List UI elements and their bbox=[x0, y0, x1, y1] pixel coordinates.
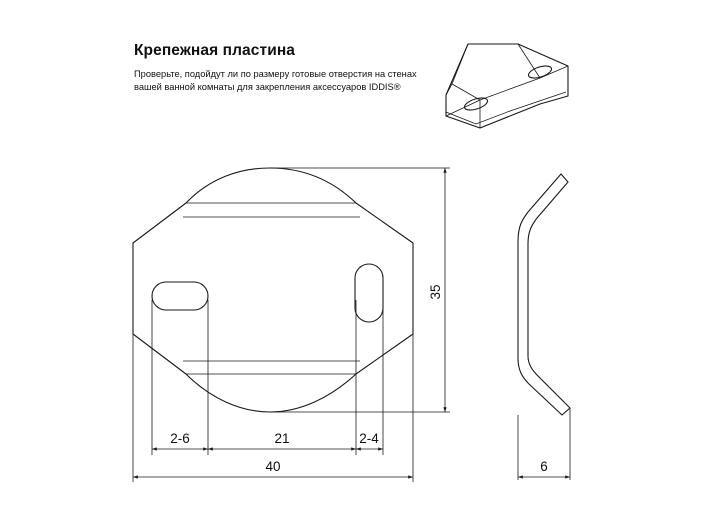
dim-label-height: 35 bbox=[428, 284, 443, 300]
dim-label-thickness: 6 bbox=[540, 459, 548, 474]
dim-label-hole-left: 2-6 bbox=[170, 431, 190, 446]
side-profile-view bbox=[518, 174, 570, 480]
page-title: Крепежная пластина bbox=[134, 42, 296, 59]
page-description: Проверьте, подойдут ли по размеру готовые отверстия на стенах вашей ванной комнаты для закрепления аксессуаров IDDIS® bbox=[134, 69, 417, 92]
slot-vertical bbox=[355, 264, 383, 322]
slot-horizontal bbox=[152, 282, 208, 310]
dim-label-overall-width: 40 bbox=[265, 459, 281, 474]
dimension-lines bbox=[133, 168, 570, 477]
isometric-plate-view bbox=[446, 44, 568, 128]
dim-label-center-distance: 21 bbox=[274, 431, 290, 446]
plate-outline bbox=[133, 168, 413, 412]
front-plate-view bbox=[133, 168, 413, 412]
dim-label-hole-right: 2-4 bbox=[359, 431, 379, 446]
